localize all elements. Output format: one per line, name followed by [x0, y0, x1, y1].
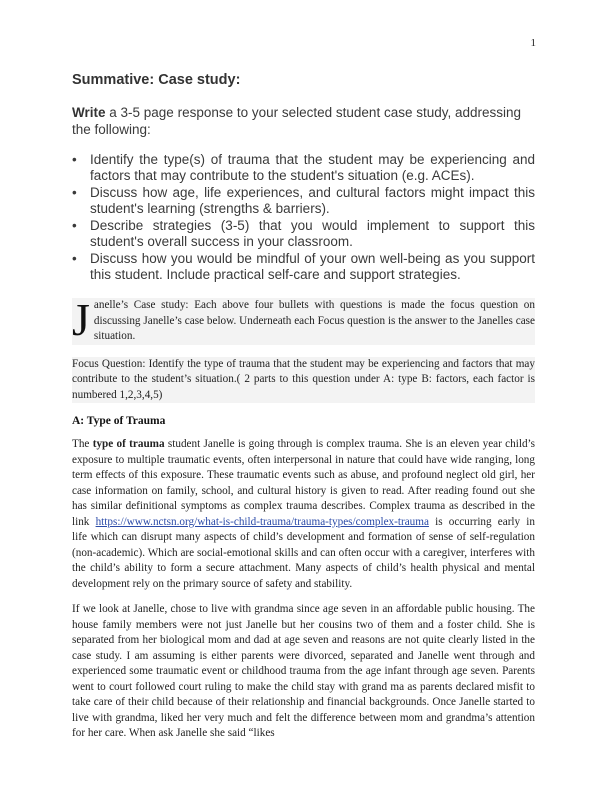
para1-pre: The [72, 438, 93, 451]
case-intro [72, 294, 535, 346]
document-body [72, 72, 535, 742]
page-heading: Summative: Case study: [72, 72, 241, 88]
assignment-intro [72, 104, 535, 138]
bullet-item: • Discuss how you would be mindful of your own well-being as you support this student. Include practical self-care and support strategies. [72, 251, 535, 283]
bullet-item: • Discuss how age, life experiences, and cultural factors might impact this student's learning (strengths & barriers). [72, 185, 535, 217]
paragraph-type-of-trauma [72, 437, 535, 592]
section-a-title: A: Type of Trauma [72, 415, 166, 428]
focus-question: Focus Question: Identify the type of trauma that the student may be experiencing and factors that may contribute to the student’s situation.( 2 parts to this question under A: type B: factors, each factor is numbered 1,2,3,4,5) [72, 357, 535, 404]
para1-bold: type of trauma [92, 438, 165, 451]
bullet-item: • Identify the type(s) of trauma that the student may be experiencing and factors that may contribute to the student's situation (e.g. ACEs). [72, 152, 535, 184]
drop-cap: J [72, 294, 90, 346]
paragraph-janelle-background: If we look at Janelle, chose to live with grandma since age seven in an affordable public housing. The house family members were not just Janelle but her cousins two of them and a foster child. She is separated from her biological mom and dad at age seven and reasons are not quite clearly listed in the case study. I am assuming is either parents were divorced, separated and Janelle went through and experienced some traumatic event or childhood trauma from the age infant through age seven. Parents went to court followed court ruling to make the child stay with grand ma as parents declared misfit to take care of their child because of their relationship and financial backgrounds. Once Janelle started to live with grandma, liked her very much and felt the difference between mom and grandma’s attention for her care. When ask Janelle she said “likes [72, 603, 535, 740]
para1-post: is occurring early in life which can disrupt many aspects of child’s development and formation of sense of self-regulation (non-academic). Which are social-emotional skills and can often occur with a caregiver, interferes with the child’s ability to form a secure attachment. Many aspects of child’s health physical and mental development rely on the primary source of safety and stability. [72, 515, 536, 590]
complex-trauma-link[interactable]: https://www.nctsn.org/what-is-child-trauma/trauma-types/complex-trauma [95, 515, 429, 528]
bullet-item: • Describe strategies (3-5) that you would implement to support this student's overall success in your classroom. [72, 218, 535, 250]
intro-rest: a 3-5 page response to your selected student case study, addressing the following: [72, 105, 522, 137]
intro-lead: Write [72, 105, 106, 120]
assignment-bullets [72, 152, 535, 283]
para1-mid: student Janelle is going through is complex trauma. She is an eleven year child’s exposure to multiple traumatic events, often interpersonal in nature that could have wide ranging, long term effects of this exposure. These traumatic events such as abuse, and profound neglect old girl, her case information on family, school, and cultural history is given to read. After reading found out she has similar definitional symptoms as complex trauma describes. Complex trauma as described in the link [72, 438, 535, 528]
page-number: 1 [530, 37, 536, 49]
case-intro-text: anelle’s Case study: Each above four bullets with questions is made the focus question on discussing Janelle’s case below. Underneath each Focus question is the answer to the Janelles case situation. [72, 298, 535, 345]
